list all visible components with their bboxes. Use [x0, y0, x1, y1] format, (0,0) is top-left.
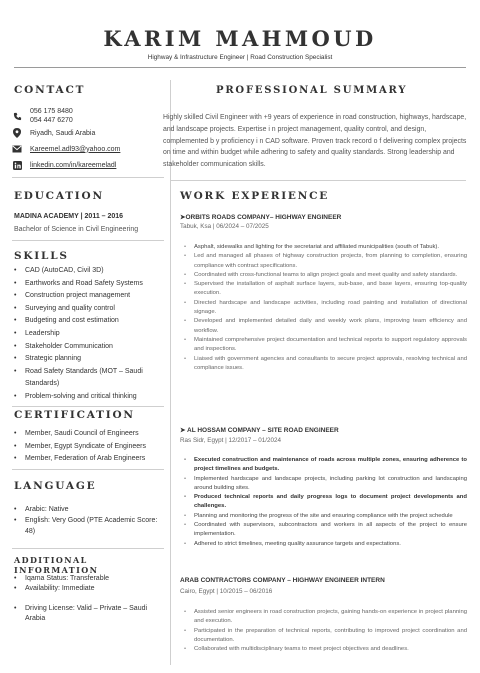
job-bullet: • Adhered to strict timelines, meeting quality assurance targets and expectations.	[180, 540, 467, 549]
job-title: ➤ORBITS ROADS COMPANY– HIGHWAY ENGINEER	[180, 214, 342, 221]
skill-item: • Surveying and quality control	[12, 303, 166, 316]
job-bullet: • Collaborated with multidisciplinary teams to meet project objectives and deadlines.	[180, 645, 467, 654]
divider	[12, 548, 164, 549]
job-bullet: • Assisted senior engineers in road construction projects, gaining hands-on experience in project planning and execution.	[180, 608, 467, 627]
job-bullet: • Maintained comprehensive project documentation and technical reports to support regulatory approvals and inspections.	[180, 336, 467, 355]
job-bullet: • Developed and implemented detailed daily and weekly work plans, improving team efficiency and workflow.	[180, 317, 467, 336]
contact-phone	[12, 108, 73, 126]
resume-header	[0, 0, 480, 78]
candidate-name: KARIM MAHMOUD	[103, 26, 377, 51]
job-bullet: • Led and managed all phases of highway construction projects, from planning to completion, ensuring compliance with contract specifications.	[180, 252, 467, 271]
additional-info-heading: ADDITIONAL INFORMATION	[14, 555, 99, 575]
job-bullet: • Executed construction and maintenance of roads across multiple zones, ensuring adherence to project timelines and budgets.	[180, 456, 467, 475]
email-icon	[12, 144, 22, 154]
candidate-subtitle: Highway & Infrastructure Engineer | Road Construction Specialist	[147, 54, 333, 61]
job-bullet: • Directed hardscape and landscape activities, including road painting and installation of directional signage.	[180, 299, 467, 318]
additional-info-item: • Iqama Status: Transferable	[12, 574, 166, 584]
job-bullets	[180, 608, 467, 654]
job-bullets	[180, 456, 467, 549]
skill-item: • Stakeholder Communication	[12, 341, 166, 354]
skill-item: • Earthworks and Road Safety Systems	[12, 278, 166, 291]
divider	[12, 406, 164, 407]
divider	[12, 177, 164, 178]
contact-location	[12, 128, 95, 138]
job-location-dates: Ras Sidr, Egypt | 12/2017 – 01/2024	[180, 437, 282, 444]
skill-item: • Road Safety Standards (MOT – Saudi Standards)	[12, 366, 166, 391]
job-bullet: • Coordinated with cross-functional teams to align project goals and meet quality and safety standards.	[180, 271, 467, 280]
skill-item: • Problem-solving and critical thinking	[12, 391, 166, 404]
skill-item: • CAD (AutoCAD, Civil 3D)	[12, 265, 166, 278]
work-experience-heading: WORK EXPERIENCE	[180, 190, 330, 202]
location-text: Riyadh, Saudi Arabia	[30, 129, 96, 137]
skill-item: • Budgeting and cost estimation	[12, 315, 166, 328]
job-bullet: • Asphalt, sidewalks and lighting for the secretariat and affiliated municipalities (south of Tabuk).	[180, 243, 467, 252]
linkedin-link[interactable]: linkedin.com/in/kareemeladl	[30, 161, 117, 169]
job-bullet: • Supervised the installation of asphalt surface layers, sub-base, and base layers, ensuring top-quality execution.	[180, 280, 467, 299]
job-bullet: • Liaised with government agencies and consultants to secure project approvals, resolving technical and compliance issues.	[180, 355, 467, 374]
skills-list	[12, 265, 166, 404]
job-location-dates: Cairo, Egypt | 10/2015 – 06/2016	[180, 588, 273, 595]
certification-item: • Member, Saudi Council of Engineers	[12, 428, 166, 441]
skill-item: • Strategic planning	[12, 353, 166, 366]
certification-item: • Member, Federation of Arab Engineers	[12, 453, 166, 466]
additional-info-list	[12, 574, 166, 595]
education-heading: EDUCATION	[14, 190, 104, 202]
education-school: MADINA ACADEMY | 2011 – 2016	[14, 213, 124, 220]
job-bullet: • Produced technical reports and daily progress logs to document project developments and challenges.	[180, 493, 467, 512]
contact-heading: CONTACT	[14, 84, 86, 96]
job-bullet: • Planning and monitoring the progress of the site and ensuring compliance with the project schedule	[180, 512, 467, 521]
divider	[12, 240, 164, 241]
job-bullet: • Participated in the preparation of technical reports, contributing to improved project coordination and documentation.	[180, 627, 467, 646]
summary-heading: PROFESSIONAL SUMMARY	[216, 85, 408, 96]
linkedin-icon	[12, 160, 22, 170]
language-item: • Arabic: Native	[12, 504, 166, 515]
divider	[12, 469, 164, 470]
job-bullets	[180, 243, 467, 373]
skill-item: • Construction project management	[12, 290, 166, 303]
skills-heading: SKILLS	[14, 250, 69, 262]
education-degree: Bachelor of Science in Civil Engineering	[14, 226, 139, 233]
phone-icon	[12, 112, 22, 122]
certification-list	[12, 428, 166, 466]
job-location-dates: Tabuk, Ksa | 06/2024 – 07/2025	[180, 223, 269, 230]
additional-info-item: • Availability: Immediate	[12, 584, 166, 594]
language-list	[12, 504, 166, 537]
phone-number-2: 054 447 6270	[30, 116, 73, 124]
header-divider	[14, 67, 466, 68]
language-item: • English: Very Good (PTE Academic Score: 48)	[12, 515, 166, 537]
contact-email	[12, 144, 120, 154]
job-bullet: • Implemented hardscape and landscape projects, including parking lot construction and landscaping around building sites.	[180, 475, 467, 494]
phone-number-1: 056 175 8480	[30, 108, 73, 115]
contact-linkedin	[12, 160, 116, 170]
driving-license-item: • Driving License: Valid – Private – Saudi Arabia	[12, 604, 166, 625]
divider	[170, 180, 466, 181]
job-bullet: • Coordinated with supervisors, subcontractors and workers in all aspects of the project to ensure implementation.	[180, 521, 467, 540]
job-title: ➤ AL HOSSAM COMPANY – SITE ROAD ENGINEER	[180, 427, 339, 434]
email-link[interactable]: Kareemel.adl93@yahoo.com	[30, 145, 121, 153]
language-heading: LANGUAGE	[14, 480, 97, 492]
certification-item: • Member, Egypt Syndicate of Engineers	[12, 441, 166, 454]
skill-item: • Leadership	[12, 328, 166, 341]
certification-heading: CERTIFICATION	[14, 409, 135, 421]
job-title: ARAB CONTRACTORS COMPANY – HIGHWAY ENGINEER INTERN	[180, 577, 385, 584]
summary-text: Highly skilled Civil Engineer with +9 years of experience in road construction, highways, hardscape, and landscape projects. Expertise i n project management, quality control, and design, complemented b y proficiency i n CAD software. Proven track record o f delivering complex projects on time and within budget while adhering to safety and quality standards. Strong leadership and stakeholder communication skills.	[163, 114, 467, 169]
location-pin-icon	[12, 128, 22, 138]
driving-license	[12, 604, 166, 625]
